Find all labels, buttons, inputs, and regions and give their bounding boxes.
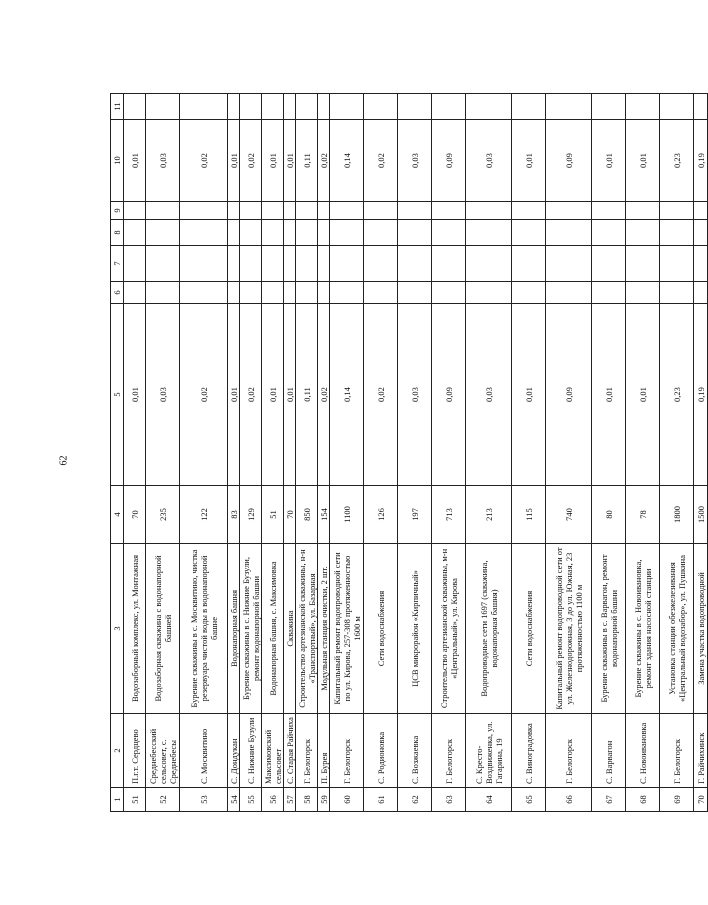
empty-cell	[296, 202, 318, 220]
empty-cell	[180, 282, 228, 304]
empty-cell	[240, 94, 262, 120]
table-row	[240, 94, 262, 812]
empty-cell	[330, 282, 364, 304]
empty-cell	[318, 94, 330, 120]
cost-cell: 197	[398, 486, 432, 544]
empty-cell	[146, 282, 180, 304]
row-number: 68	[626, 788, 660, 812]
empty-cell	[228, 282, 240, 304]
share-cell: 0,01	[512, 304, 546, 486]
empty-cell	[660, 246, 694, 282]
col-header: 5	[111, 304, 124, 486]
empty-cell	[626, 282, 660, 304]
object-cell: Капитальный ремонт водопроводной сети по ул. Кирова, 257-308 протяженностью 1600 м	[330, 544, 364, 714]
empty-cell	[296, 282, 318, 304]
empty-cell	[318, 246, 330, 282]
share-total-cell: 0,01	[262, 120, 284, 202]
table-row	[262, 94, 284, 812]
row-number: 51	[124, 788, 146, 812]
object-cell: Скважина	[284, 544, 296, 714]
row-number: 56	[262, 788, 284, 812]
share-cell: 0,11	[296, 304, 318, 486]
cost-cell: 1800	[660, 486, 694, 544]
table-row	[660, 94, 694, 812]
object-cell: ЦСВ микрорайон «Кирпичный»	[398, 544, 432, 714]
share-cell: 0,09	[432, 304, 466, 486]
share-total-cell: 0,02	[318, 120, 330, 202]
col-header: 1	[111, 788, 124, 812]
empty-cell	[228, 202, 240, 220]
share-cell: 0,01	[284, 304, 296, 486]
row-number: 57	[284, 788, 296, 812]
share-cell: 0,02	[240, 304, 262, 486]
cost-cell: 713	[432, 486, 466, 544]
object-cell: Строительство артезианской скважины, н-н «Транспортный», ул. Базарная	[296, 544, 318, 714]
empty-cell	[262, 282, 284, 304]
empty-cell	[660, 202, 694, 220]
table-row	[694, 94, 708, 812]
table-row	[466, 94, 512, 812]
cost-cell: 129	[240, 486, 262, 544]
empty-cell	[284, 202, 296, 220]
share-total-cell: 0,14	[330, 120, 364, 202]
share-total-cell: 0,03	[146, 120, 180, 202]
col-header: 4	[111, 486, 124, 544]
row-number: 53	[180, 788, 228, 812]
empty-cell	[228, 246, 240, 282]
row-number: 64	[466, 788, 512, 812]
settlement-cell: С. Нижние Бузули	[240, 714, 262, 788]
settlement-cell: С. Дондукан	[228, 714, 240, 788]
cost-cell: 740	[546, 486, 592, 544]
col-header: 7	[111, 246, 124, 282]
empty-cell	[364, 246, 398, 282]
empty-cell	[432, 246, 466, 282]
empty-cell	[124, 202, 146, 220]
row-number: 52	[146, 788, 180, 812]
table-row	[180, 94, 228, 812]
empty-cell	[284, 220, 296, 246]
col-header: 6	[111, 282, 124, 304]
share-total-cell: 0,02	[364, 120, 398, 202]
empty-cell	[660, 220, 694, 246]
share-total-cell: 0,02	[240, 120, 262, 202]
empty-cell	[262, 246, 284, 282]
empty-cell	[694, 220, 708, 246]
settlement-cell: Г. Белогорск	[432, 714, 466, 788]
share-cell: 0,01	[592, 304, 626, 486]
settlement-cell: С. Варвагон	[592, 714, 626, 788]
cost-cell: 70	[124, 486, 146, 544]
empty-cell	[432, 282, 466, 304]
settlement-cell: Г. Белогорск	[660, 714, 694, 788]
settlement-cell: П. Бурея	[318, 714, 330, 788]
object-cell: Бурение скважины в с. Нижние Бузули, ремонт водонапорной башни	[240, 544, 262, 714]
settlement-cell: П.г.т. Сердцево	[124, 714, 146, 788]
cost-cell: 70	[284, 486, 296, 544]
table-row	[330, 94, 364, 812]
share-total-cell: 0,03	[466, 120, 512, 202]
empty-cell	[626, 94, 660, 120]
share-cell: 0,02	[318, 304, 330, 486]
settlement-cell: Среднебесский сельсовет, с. Среднебесы	[146, 714, 180, 788]
row-number: 62	[398, 788, 432, 812]
share-total-cell: 0,01	[592, 120, 626, 202]
col-header: 2	[111, 714, 124, 788]
empty-cell	[626, 202, 660, 220]
object-cell: Водонапорная башня	[228, 544, 240, 714]
empty-cell	[592, 94, 626, 120]
empty-cell	[124, 94, 146, 120]
object-cell: Модульная станция очистки, 2 шт.	[318, 544, 330, 714]
empty-cell	[512, 282, 546, 304]
share-total-cell: 0,01	[626, 120, 660, 202]
row-number: 55	[240, 788, 262, 812]
share-cell: 0,03	[466, 304, 512, 486]
table-row	[296, 94, 318, 812]
empty-cell	[592, 246, 626, 282]
object-cell: Сети водоснабжения	[512, 544, 546, 714]
table-row	[228, 94, 240, 812]
row-number: 66	[546, 788, 592, 812]
empty-cell	[660, 94, 694, 120]
table-row	[364, 94, 398, 812]
empty-cell	[364, 282, 398, 304]
cost-cell: 154	[318, 486, 330, 544]
col-header: 9	[111, 202, 124, 220]
row-number: 65	[512, 788, 546, 812]
empty-cell	[466, 220, 512, 246]
empty-cell	[146, 220, 180, 246]
share-total-cell: 0,03	[398, 120, 432, 202]
empty-cell	[626, 220, 660, 246]
empty-cell	[180, 202, 228, 220]
row-number: 54	[228, 788, 240, 812]
empty-cell	[546, 282, 592, 304]
empty-cell	[398, 282, 432, 304]
object-cell: Водозаборная скважина с водонапорной башней	[146, 544, 180, 714]
row-number: 61	[364, 788, 398, 812]
empty-cell	[262, 220, 284, 246]
empty-cell	[592, 202, 626, 220]
share-cell: 0,23	[660, 304, 694, 486]
share-cell: 0,01	[626, 304, 660, 486]
table-row	[512, 94, 546, 812]
empty-cell	[626, 246, 660, 282]
empty-cell	[512, 202, 546, 220]
empty-cell	[466, 246, 512, 282]
object-cell: Водозаборный комплекс, ул. Монтажная	[124, 544, 146, 714]
table-row	[546, 94, 592, 812]
empty-cell	[330, 94, 364, 120]
table-row	[592, 94, 626, 812]
cost-cell: 235	[146, 486, 180, 544]
investment-table	[110, 93, 708, 812]
table-row	[284, 94, 296, 812]
share-total-cell: 0,11	[296, 120, 318, 202]
settlement-cell: С. Возжаевка	[398, 714, 432, 788]
settlement-cell: Максимовский сельсовет	[262, 714, 284, 788]
share-total-cell: 0,09	[432, 120, 466, 202]
cost-cell: 51	[262, 486, 284, 544]
table-row	[318, 94, 330, 812]
empty-cell	[364, 220, 398, 246]
page-number: 62	[58, 455, 70, 466]
empty-cell	[546, 220, 592, 246]
object-cell: Бурение скважины в с. Новоивановка, ремонт здания насосной станции	[626, 544, 660, 714]
settlement-cell: Г. Райчихинск	[694, 714, 708, 788]
empty-cell	[180, 246, 228, 282]
empty-cell	[546, 246, 592, 282]
empty-cell	[546, 94, 592, 120]
empty-cell	[180, 220, 228, 246]
settlement-cell: С. Новоивановка	[626, 714, 660, 788]
share-total-cell: 0,09	[546, 120, 592, 202]
empty-cell	[546, 202, 592, 220]
empty-cell	[330, 202, 364, 220]
table-row	[398, 94, 432, 812]
share-cell: 0,03	[398, 304, 432, 486]
empty-cell	[398, 94, 432, 120]
share-cell: 0,01	[228, 304, 240, 486]
empty-cell	[466, 282, 512, 304]
empty-cell	[180, 94, 228, 120]
share-total-cell: 0,19	[694, 120, 708, 202]
empty-cell	[284, 246, 296, 282]
empty-cell	[228, 220, 240, 246]
cost-cell: 122	[180, 486, 228, 544]
settlement-cell: Г. Белогорск	[546, 714, 592, 788]
empty-cell	[466, 202, 512, 220]
empty-cell	[262, 94, 284, 120]
empty-cell	[694, 282, 708, 304]
empty-cell	[240, 282, 262, 304]
col-header: 3	[111, 544, 124, 714]
share-total-cell: 0,23	[660, 120, 694, 202]
row-number: 60	[330, 788, 364, 812]
empty-cell	[432, 94, 466, 120]
object-cell: Строительство артезианской скважины, м-н «Центральный», ул. Кирова	[432, 544, 466, 714]
share-cell: 0,03	[146, 304, 180, 486]
empty-cell	[432, 202, 466, 220]
settlement-cell: С. Виноградовка	[512, 714, 546, 788]
empty-cell	[694, 246, 708, 282]
cost-cell: 126	[364, 486, 398, 544]
empty-cell	[124, 220, 146, 246]
cost-cell: 80	[592, 486, 626, 544]
empty-cell	[592, 220, 626, 246]
empty-cell	[228, 94, 240, 120]
share-cell: 0,19	[694, 304, 708, 486]
settlement-cell: Г. Белогорск	[330, 714, 364, 788]
empty-cell	[318, 202, 330, 220]
cost-cell: 213	[466, 486, 512, 544]
share-total-cell: 0,01	[228, 120, 240, 202]
object-cell: Водонапорная башня, с. Максимовка	[262, 544, 284, 714]
empty-cell	[364, 94, 398, 120]
empty-cell	[146, 94, 180, 120]
share-total-cell: 0,01	[284, 120, 296, 202]
share-cell: 0,14	[330, 304, 364, 486]
row-number: 67	[592, 788, 626, 812]
empty-cell	[240, 202, 262, 220]
settlement-cell: С. Москвитино	[180, 714, 228, 788]
empty-cell	[364, 202, 398, 220]
empty-cell	[512, 246, 546, 282]
share-total-cell: 0,01	[124, 120, 146, 202]
row-number: 59	[318, 788, 330, 812]
settlement-cell: С. Родионовка	[364, 714, 398, 788]
share-cell: 0,02	[364, 304, 398, 486]
empty-cell	[694, 202, 708, 220]
empty-cell	[262, 202, 284, 220]
table-row	[626, 94, 660, 812]
empty-cell	[296, 220, 318, 246]
table-row	[124, 94, 146, 812]
header-row	[111, 94, 124, 812]
col-header: 10	[111, 120, 124, 202]
row-number: 58	[296, 788, 318, 812]
row-number: 63	[432, 788, 466, 812]
empty-cell	[398, 246, 432, 282]
empty-cell	[296, 246, 318, 282]
object-cell: Замена участка водопроводной	[694, 544, 708, 714]
share-cell: 0,01	[124, 304, 146, 486]
settlement-cell: Г. Белогорск	[296, 714, 318, 788]
cost-cell: 83	[228, 486, 240, 544]
cost-cell: 1100	[330, 486, 364, 544]
empty-cell	[146, 246, 180, 282]
empty-cell	[318, 282, 330, 304]
settlement-cell: С. Старая Райчиха	[284, 714, 296, 788]
cost-cell: 78	[626, 486, 660, 544]
share-cell: 0,01	[262, 304, 284, 486]
row-number: 69	[660, 788, 694, 812]
empty-cell	[660, 282, 694, 304]
empty-cell	[592, 282, 626, 304]
empty-cell	[694, 94, 708, 120]
empty-cell	[124, 282, 146, 304]
empty-cell	[398, 202, 432, 220]
object-cell: Капитальный ремонт водопроводной сети от ул. Железнодорожная, 3 до ул. Южная, 23 протяженностью 1100 м	[546, 544, 592, 714]
empty-cell	[512, 220, 546, 246]
empty-cell	[240, 220, 262, 246]
rotated-table-sheet	[110, 94, 706, 812]
object-cell: Водопроводные сети 1697 (скважина, водонапорная башня)	[466, 544, 512, 714]
share-total-cell: 0,01	[512, 120, 546, 202]
share-cell: 0,09	[546, 304, 592, 486]
table-row	[146, 94, 180, 812]
empty-cell	[330, 246, 364, 282]
share-total-cell: 0,02	[180, 120, 228, 202]
empty-cell	[432, 220, 466, 246]
col-header: 11	[111, 94, 124, 120]
settlement-cell: С. Кресто-Воздвиженка, ул. Гагарина, 19	[466, 714, 512, 788]
empty-cell	[330, 220, 364, 246]
empty-cell	[124, 246, 146, 282]
share-cell: 0,02	[180, 304, 228, 486]
object-cell: Установка станции обезжелезивания «Центральный водозабор», ул. Пушкина	[660, 544, 694, 714]
cost-cell: 115	[512, 486, 546, 544]
row-number: 70	[694, 788, 708, 812]
cost-cell: 1500	[694, 486, 708, 544]
empty-cell	[284, 282, 296, 304]
col-header: 8	[111, 220, 124, 246]
empty-cell	[318, 220, 330, 246]
empty-cell	[296, 94, 318, 120]
empty-cell	[398, 220, 432, 246]
cost-cell: 850	[296, 486, 318, 544]
empty-cell	[284, 94, 296, 120]
empty-cell	[240, 246, 262, 282]
object-cell: Бурение скважины в с. Варвагон, ремонт водонапорной башни	[592, 544, 626, 714]
object-cell: Сети водоснабжения	[364, 544, 398, 714]
empty-cell	[466, 94, 512, 120]
table-row	[432, 94, 466, 812]
empty-cell	[146, 202, 180, 220]
object-cell: Бурение скважины в с. Москвитино, чистка резервуара чистой воды в водонапорной башне	[180, 544, 228, 714]
empty-cell	[512, 94, 546, 120]
